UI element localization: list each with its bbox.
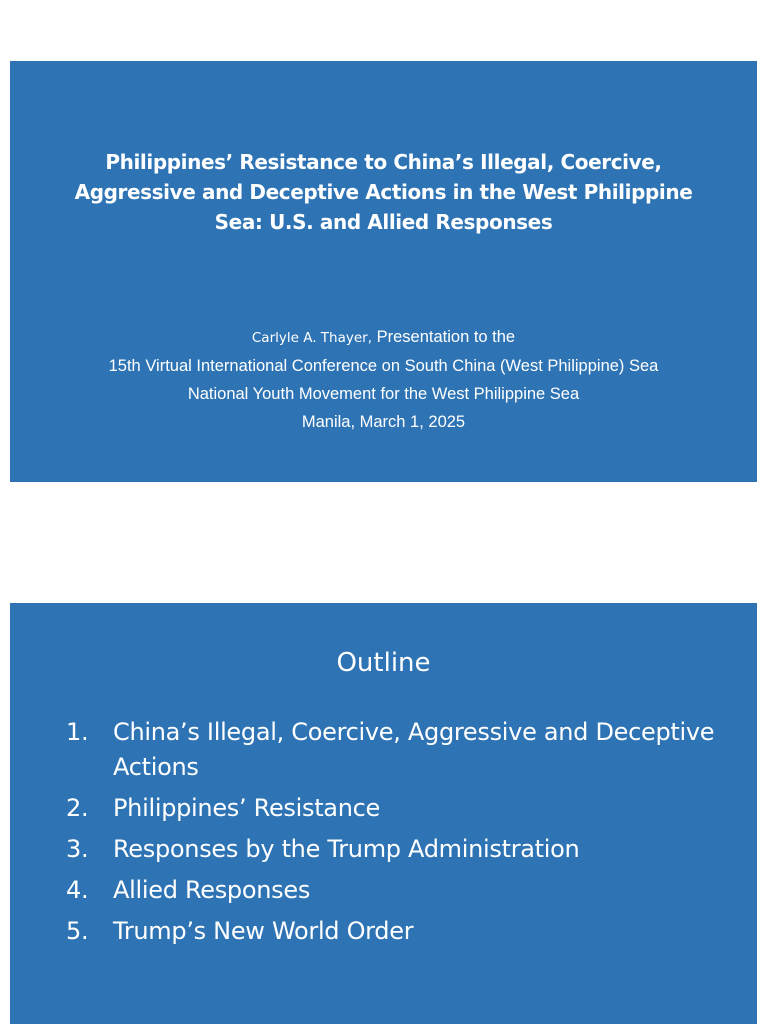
outline-item-text: Responses by the Trump Administration bbox=[113, 835, 580, 863]
outline-title: Outline bbox=[336, 648, 431, 678]
conference-name: 15th Virtual International Conference on South China (West Philippine) Sea bbox=[108, 357, 659, 375]
outline-item-text: Trump’s New World Order bbox=[113, 917, 414, 945]
outline-item-text: Allied Responses bbox=[113, 876, 311, 904]
outline-item-number: 3. bbox=[66, 835, 89, 863]
outline-item bbox=[66, 791, 737, 826]
outline-item-number: 1. bbox=[66, 718, 89, 746]
outline-item bbox=[66, 715, 737, 785]
organizer-name: National Youth Movement for the West Philippine Sea bbox=[187, 385, 580, 403]
presentation-title: Philippines’ Resistance to China’s Illegal, Coercive, Aggressive and Deceptive Actions in the West Philippine Sea: U.S. and Allied Responses bbox=[74, 150, 693, 234]
outline-item bbox=[66, 873, 737, 908]
outline-item-number: 2. bbox=[66, 794, 89, 822]
presentation-subtitle bbox=[30, 323, 737, 436]
outline-item-text: Philippines’ Resistance bbox=[113, 794, 380, 822]
author-line bbox=[30, 323, 737, 352]
title-slide bbox=[10, 61, 757, 482]
outline-list bbox=[66, 715, 737, 955]
outline-item bbox=[66, 914, 737, 949]
outline-item bbox=[66, 832, 737, 867]
place-date: Manila, March 1, 2025 bbox=[301, 413, 466, 431]
outline-item-number: 5. bbox=[66, 917, 89, 945]
presentation-label: Presentation to the bbox=[372, 328, 516, 346]
outline-item-number: 4. bbox=[66, 876, 89, 904]
author-name: Carlyle A. Thayer, bbox=[251, 330, 373, 346]
outline-item-text: China’s Illegal, Coercive, Aggressive and Deceptive Actions bbox=[113, 718, 715, 781]
outline-slide bbox=[10, 603, 757, 1024]
